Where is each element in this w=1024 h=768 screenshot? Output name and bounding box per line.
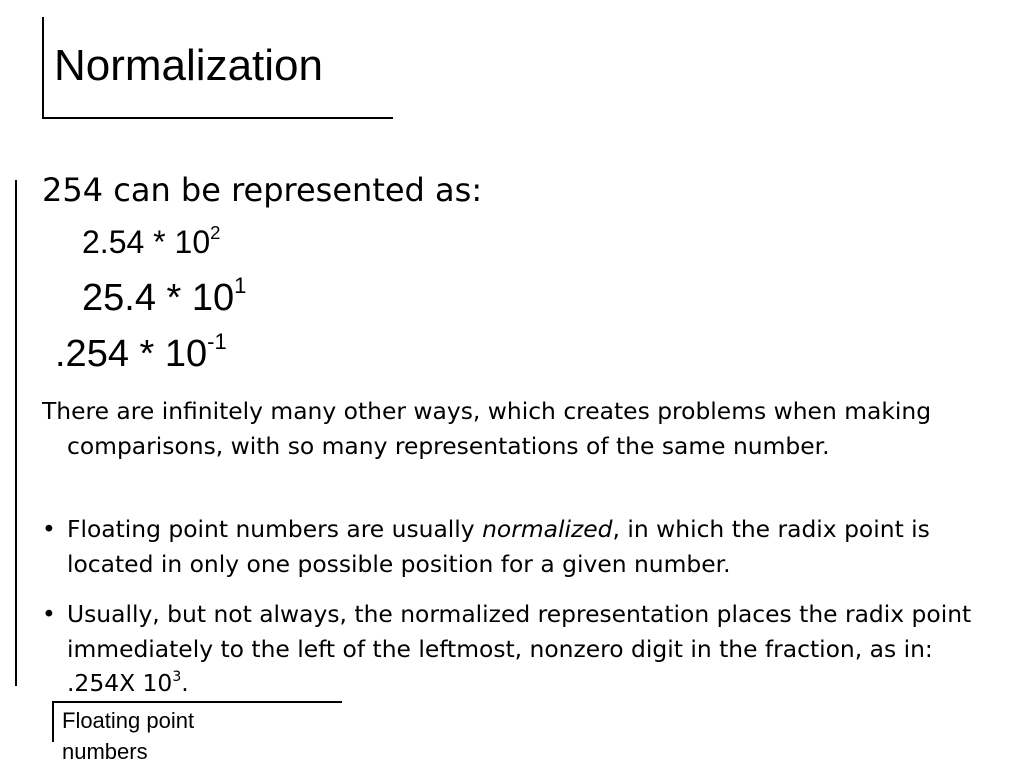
bullet-emphasis: normalized [482, 515, 613, 543]
expression-base: .254 * 10 [55, 333, 208, 375]
bullet-item [42, 512, 977, 581]
title-underline [42, 117, 393, 119]
expression-3 [55, 328, 227, 382]
bullet-text [42, 597, 977, 705]
explanation-text: There are infinitely many other ways, which creates problems when making comparisons, with so many representations of the same number. [42, 397, 932, 460]
explanation-paragraph [42, 394, 977, 463]
expression-exponent: -1 [207, 328, 227, 354]
bullet-exponent: 3 [172, 669, 182, 686]
slide-footer: Floating point numbers [62, 708, 195, 764]
slide-title: Normalization [54, 41, 323, 90]
bullet-marker: • [42, 515, 56, 543]
expression-2 [82, 272, 247, 326]
bullet-item [42, 597, 977, 705]
expression-exponent: 2 [210, 221, 221, 243]
bullet-marker: • [42, 600, 56, 628]
expression-base: 25.4 * 10 [82, 277, 235, 319]
bullet-text-after: , in which the radix point is located in only one possible position for a given number. [67, 515, 930, 578]
expression-1 [82, 222, 220, 267]
expression-exponent: 1 [234, 272, 247, 298]
expression-base: 2.54 * 10 [82, 224, 211, 260]
intro-line: 254 can be represented as: [42, 171, 483, 209]
footer-left-rule [52, 701, 54, 742]
body-left-rule [15, 180, 17, 686]
bullet-text-before: Floating point numbers are usually [67, 515, 483, 543]
bullet-text-before: Usually, but not always, the normalized representation places the radix point immediately to the left of the leftmost, nonzero digit in the fraction, as in: .254X 10 [67, 600, 972, 697]
bullet-text [42, 512, 977, 581]
bullet-text-after: . [181, 669, 189, 697]
title-left-rule [42, 17, 44, 118]
